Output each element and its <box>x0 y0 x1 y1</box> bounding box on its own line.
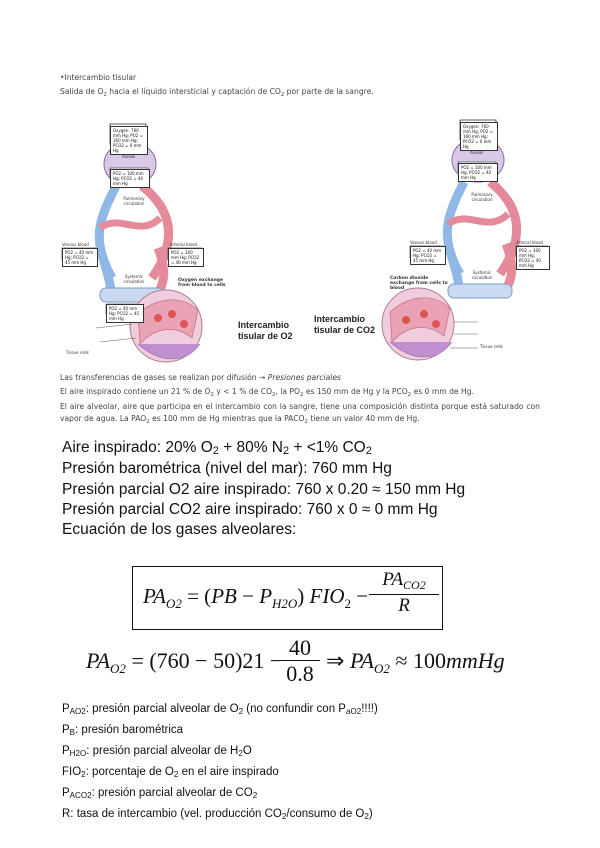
venous-box: PO2 = 40 mm Hg; PCO2 = 45 mm Hg <box>62 248 98 267</box>
tissue-cells-label-right: Tissue cells <box>480 344 503 349</box>
arterial-blood-label-right: Arterial blood <box>516 240 544 245</box>
caption-left: Intercambio tisular de O2 <box>238 320 293 341</box>
inspired-air-line: Aire inspirado: 20% O2 + 80% N2 + <1% CO2 <box>62 439 372 457</box>
diffusion-text: Las transferencias de gases se realizan por difusión → Presiones parciales <box>60 373 342 382</box>
equation-heading: Ecuación de los gases alveolares: <box>62 521 297 538</box>
pulmonary-circulation-label-right: Pulmonary circulation <box>471 192 493 202</box>
inspired-air-box-right: Oxygen: 760 mm Hg; PO2 = 160 mm Hg; PCO2 = 0 mm Hg <box>460 122 498 151</box>
arterial-box-right: PO2 = 100 mm Hg; PCO2 = 40 mm Hg <box>516 246 550 270</box>
definition-pao2: PAO2: presión parcial alveolar de O2 (no confundir con PaO2!!!!) <box>62 703 378 716</box>
definition-pb: PB: presión barométrica <box>62 724 184 737</box>
definitions-list <box>62 700 542 826</box>
exchange-label-left: Oxygen exchange from blood to cells <box>178 278 226 288</box>
venous-blood-label: Venous blood <box>62 242 89 247</box>
barometric-pressure-line: Presión barométrica (nivel del mar): 760 mm Hg <box>62 460 392 477</box>
o2-partial-pressure-line: Presión parcial O2 aire inspirado: 760 x 0.20 ≈ 150 mm Hg <box>62 481 466 498</box>
alveolar-air-text: El aire alveolar, aire que participa en el intercambio con la sangre, tiene una composición distinta porque está saturado con vapor de agua. La $PAO_2$ es 100 mm de Hg mientras que la $PACO_2$ tiene un valor 40 mm de Hg. <box>60 402 540 425</box>
numeric-fraction: 40 0.8 <box>280 636 320 687</box>
section-heading: •Intercambio tisular <box>60 73 137 82</box>
arterial-box: PO2 = 100 mm Hg; PCO2 = 40 mm Hg <box>168 248 204 267</box>
alveoli-label: Alveoli <box>122 154 136 159</box>
alveoli-label-right: Alveoli <box>470 150 484 155</box>
inspired-air-box: Oxygen: 760 mm Hg; PO2 = 160 mm Hg; PCO2 = 0 mm Hg <box>110 126 148 155</box>
equation-fraction: $PA_{CO2}$ R <box>369 569 439 617</box>
venous-box-right: PO2 = 40 mm Hg; PCO2 = 45 mm Hg <box>410 246 446 265</box>
caption-right: Intercambio tisular de CO2 <box>314 314 376 335</box>
alveolar-gas-equation: $PA_{O2} = (PB - P_{H2O}) FIO_2$ − <box>143 584 369 611</box>
systemic-circulation-label: Systemic circulation <box>123 274 145 284</box>
arterial-blood-label: Arterial blood <box>170 242 198 247</box>
oxygen-exchange-figure <box>60 118 300 368</box>
co2-partial-pressure-line: Presión parcial CO2 aire inspirado: 760 x 0 ≈ 0 mm Hg <box>62 501 438 518</box>
tissue-box: PO2 = 40 mm Hg; PCO2 = 45 mm Hg <box>106 304 144 323</box>
pulmonary-circulation-label: Pulmonary circulation <box>123 196 145 206</box>
systemic-circulation-label-right: Systemic circulation <box>471 270 493 280</box>
numeric-equation: $PA_{O2} = (760 - 50)21$ − 40 0.8 ⇒ $PA_{O2}$ ≈ 100mmHg <box>86 635 505 686</box>
definition-fio2: FIO2: porcentaje de O2 en el aire inspirado <box>62 766 279 779</box>
inspired-air-text: El aire inspirado contiene un 21 % de $O_2$ y < 1 % de $CO_2$, la $PO_2$ es 150 mm de Hg y la $PCO_2$ es 0 mm de Hg. <box>60 387 474 398</box>
alveolar-gas-equation-box <box>132 566 443 630</box>
exchange-label-right: Carbon dioxide exchange from cells to blood <box>390 276 448 291</box>
alveoli-box-right: PO2 = 100 mm Hg; PCO2 = 40 mm Hg <box>458 163 498 182</box>
definition-ph2o: PH2O: presión parcial alveolar de H2O <box>62 745 252 758</box>
venous-blood-label-right: Venous blood <box>410 240 437 245</box>
definition-paco2: PACO2: presión parcial alveolar de CO2 <box>62 787 258 800</box>
co2-exchange-figure <box>310 116 550 368</box>
definition-r: R: tasa de intercambio (vel. producción CO2/consumo de O2) <box>62 808 373 821</box>
tissue-cells-label: Tissue cells <box>66 350 89 355</box>
alveoli-box: PO2 = 100 mm Hg; PCO2 = 40 mm Hg <box>110 169 150 188</box>
intro-text: Salida de $O_2$ hacia el líquido intersticial y captación de $CO_2$ por parte de la sangre. <box>60 87 374 98</box>
